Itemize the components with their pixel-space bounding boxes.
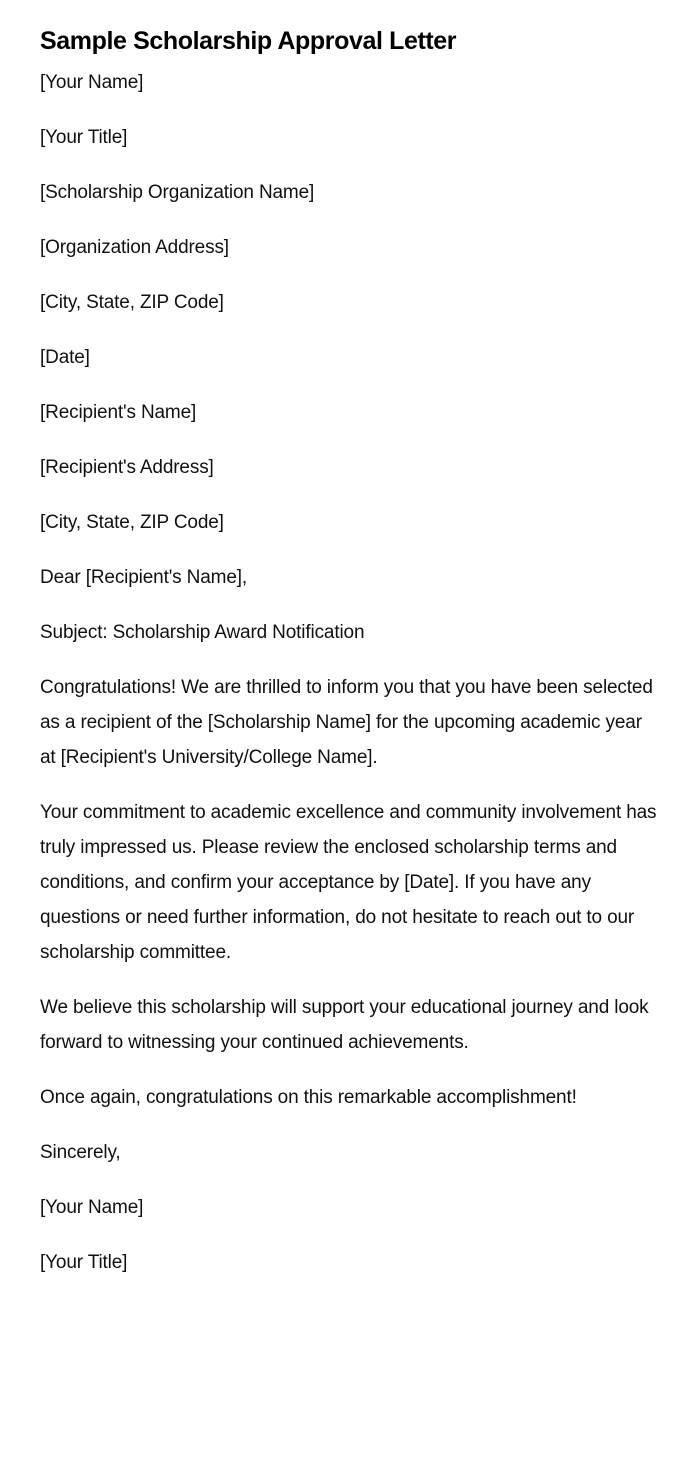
sender-organization: [Scholarship Organization Name] [40,182,315,203]
recipient-city-state-zip: [City, State, ZIP Code] [40,512,224,533]
body-paragraph: Your commitment to academic excellence and community involvement has truly impressed us. Please review the enclosed scholarship terms and conditions, and confirm your acceptance by [Date]. If you have any questions or need further information, do not hesitate to reach out to our scholarship committee. [40,802,657,963]
body-paragraph: Once again, congratulations on this remarkable accomplishment! [40,1087,577,1108]
body-paragraph: We believe this scholarship will support your educational journey and look forward to witnessing your continued achievements. [40,997,649,1053]
signature-title: [Your Title] [40,1252,128,1273]
sender-title: [Your Title] [40,127,128,148]
closing: Sincerely, [40,1142,121,1163]
salutation: Dear [Recipient's Name], [40,567,247,588]
subject-line: Subject: Scholarship Award Notification [40,622,365,643]
recipient-name: [Recipient's Name] [40,402,197,423]
sender-address: [Organization Address] [40,237,229,258]
letter-date: [Date] [40,347,90,368]
sender-city-state-zip: [City, State, ZIP Code] [40,292,224,313]
body-paragraph: Congratulations! We are thrilled to inform you that you have been selected as a recipient of the [Scholarship Name] for the upcoming academic year at [Recipient's University/College Name]. [40,677,653,768]
sender-name: [Your Name] [40,72,144,93]
page-title: Sample Scholarship Approval Letter [40,27,457,55]
signature-name: [Your Name] [40,1197,144,1218]
recipient-address: [Recipient's Address] [40,457,214,478]
